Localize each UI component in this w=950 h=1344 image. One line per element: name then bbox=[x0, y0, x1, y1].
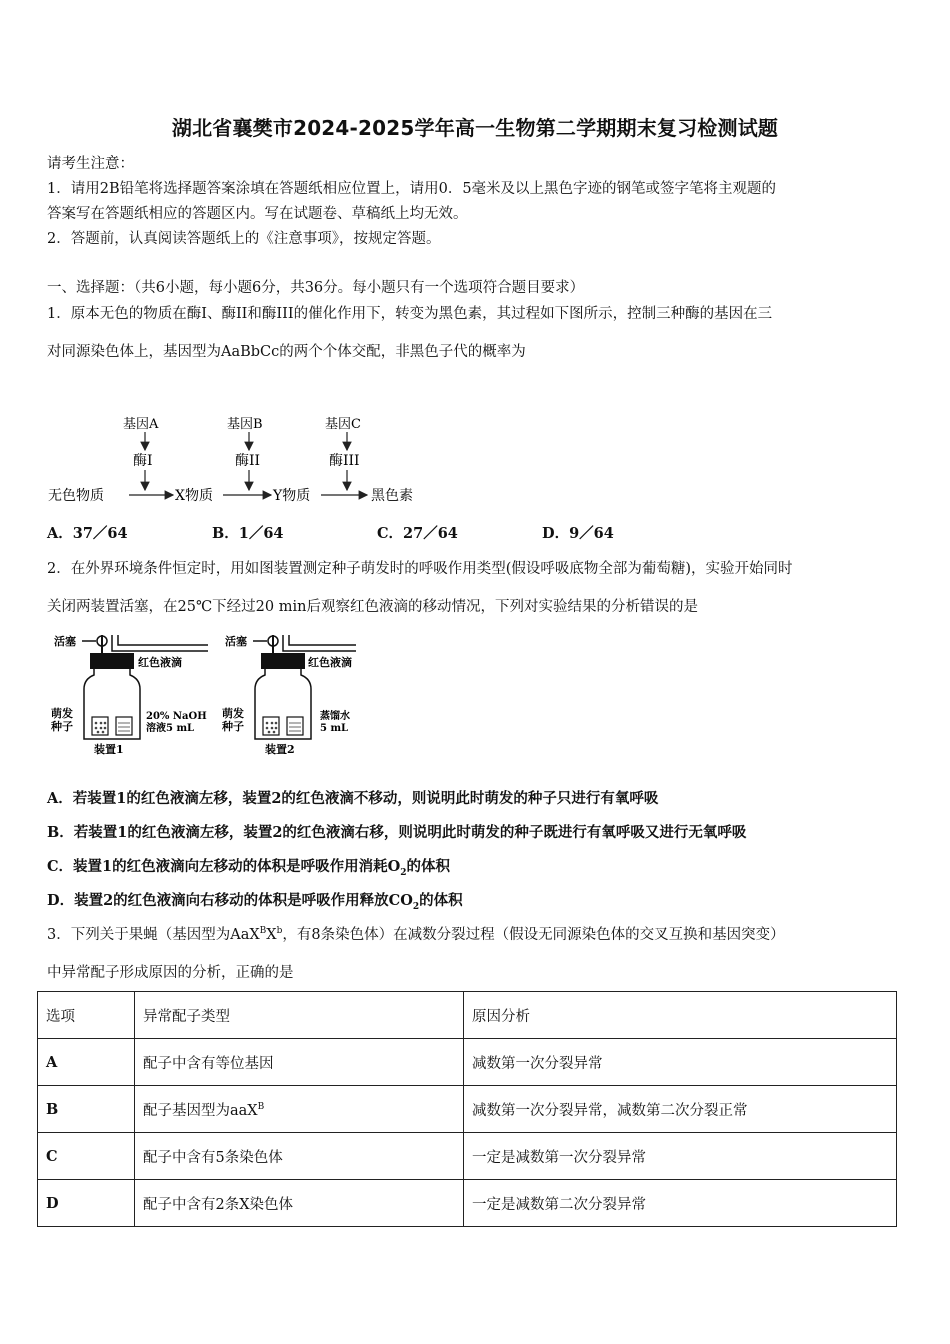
table-row bbox=[38, 1180, 897, 1227]
water-container-icon bbox=[287, 717, 303, 735]
table-cell-reason: 减数第一次分裂异常，减数第二次分裂正常 bbox=[464, 1086, 897, 1133]
notice-line-2: 答案写在答题纸相应的答题区内。写在试题卷、草稿纸上均无效。 bbox=[47, 206, 468, 222]
app1-seed-label-1: 萌发 bbox=[51, 707, 73, 720]
substance-x: X物质 bbox=[175, 488, 213, 504]
apparatus-2-diagram bbox=[222, 627, 392, 757]
q2-option-d[interactable]: D．装置2的红色液滴向右移动的体积是呼吸作用释放$CO_2$的体积 bbox=[47, 892, 463, 912]
stopper-icon bbox=[261, 653, 305, 669]
gene-c-label: 基因C bbox=[325, 417, 361, 432]
table-cell-option[interactable]: D bbox=[38, 1180, 135, 1227]
substance-y: Y物质 bbox=[273, 488, 311, 504]
page-title: 湖北省襄樊市2024-2025学年高一生物第二学期期末复习检测试题 bbox=[171, 116, 779, 140]
table-row bbox=[38, 1039, 897, 1086]
table-cell-type: 配子中含有等位基因 bbox=[135, 1039, 464, 1086]
table-header-row bbox=[38, 992, 897, 1039]
app2-drop-label: 红色液滴 bbox=[308, 656, 352, 669]
table-header-cell: 选项 bbox=[38, 992, 135, 1039]
notice-line-3: 2．答题前，认真阅读答题纸上的《注意事项》，按规定答题。 bbox=[47, 231, 441, 247]
q3-table bbox=[37, 991, 897, 1227]
q2-line-1: 2．在外界环境条件恒定时，用如图装置测定种子萌发时的呼吸作用类型(假设呼吸底物全部为葡萄糖)，实验开始同时 bbox=[47, 561, 793, 577]
q1-option-a[interactable]: A．37／64 bbox=[47, 525, 128, 542]
q1-options bbox=[47, 522, 614, 543]
enzyme-2-label: 酶II bbox=[235, 453, 261, 469]
apparatus-1-diagram bbox=[48, 627, 218, 757]
table-cell-option[interactable]: B bbox=[38, 1086, 135, 1133]
table-row bbox=[38, 1133, 897, 1180]
substance-colorless: 无色物质 bbox=[48, 488, 104, 504]
app1-solution-label-1: 20% NaOH bbox=[146, 711, 207, 722]
q1-line-1: 1．原本无色的物质在酶Ⅰ、酶II和酶III的催化作用下，转变为黑色素，其过程如下图所示，控制三种酶的基因在三 bbox=[47, 306, 773, 322]
table-cell-option[interactable]: C bbox=[38, 1133, 135, 1180]
table-header-cell: 异常配子类型 bbox=[135, 992, 464, 1039]
q1-option-b[interactable]: B．1／64 bbox=[212, 525, 284, 542]
table-cell-option[interactable]: A bbox=[38, 1039, 135, 1086]
q1-option-c[interactable]: C．27／64 bbox=[377, 525, 458, 542]
q2-option-c[interactable]: C．装置1的红色液滴向左移动的体积是呼吸作用消耗$O_2$的体积 bbox=[47, 858, 451, 878]
gene-a-label: 基因A bbox=[123, 417, 159, 432]
q1-line-2: 对同源染色体上，基因型为AaBbCc的两个个体交配，非黑色子代的概率为 bbox=[47, 344, 526, 360]
app2-valve-label: 活塞 bbox=[225, 635, 247, 648]
app1-name: 装置1 bbox=[94, 743, 124, 756]
q2-option-b[interactable]: B．若装置1的红色液滴左移，装置2的红色液滴右移，则说明此时萌发的种子既进行有氧呼吸又进行无氧呼吸 bbox=[47, 824, 747, 841]
table-row bbox=[38, 1086, 897, 1133]
app1-seed-label-2: 种子 bbox=[51, 720, 73, 733]
pathway-diagram bbox=[45, 408, 445, 508]
q3-line-1: 3．下列关于果蝇（基因型为$AaX^BX^b$，有8条染色体）在减数分裂过程（假设无同源染色体的交叉互换和基因突变） bbox=[47, 926, 785, 943]
table-cell-reason: 减数第一次分裂异常 bbox=[464, 1039, 897, 1086]
table-cell-type: 配子中含有2条X染色体 bbox=[135, 1180, 464, 1227]
app2-seed-label-2: 种子 bbox=[222, 720, 244, 733]
enzyme-3-label: 酶III bbox=[329, 453, 360, 469]
gene-b-label: 基因B bbox=[227, 417, 263, 432]
app2-solution-label-1: 蒸馏水 bbox=[320, 711, 350, 722]
enzyme-1-label: 酶Ⅰ bbox=[133, 453, 153, 469]
section-heading: 一、选择题：（共6小题，每小题6分，共36分。每小题只有一个选项符合题目要求） bbox=[47, 280, 585, 296]
app1-drop-label: 红色液滴 bbox=[138, 656, 182, 669]
app2-solution-label-2: 5 mL bbox=[320, 723, 349, 734]
table-cell-reason: 一定是减数第二次分裂异常 bbox=[464, 1180, 897, 1227]
seed-container-icon bbox=[92, 717, 108, 735]
table-cell-type: 配子基因型为aaX$^B$ bbox=[135, 1086, 464, 1133]
substance-melanin: 黑色素 bbox=[371, 488, 413, 504]
notice-line-1: 1．请用2B铅笔将选择题答案涂填在答题纸相应位置上，请用0．5毫米及以上黑色字迹的钢笔或签字笔将主观题的 bbox=[47, 181, 777, 197]
app2-seed-label-1: 萌发 bbox=[222, 707, 244, 720]
table-cell-type: 配子中含有5条染色体 bbox=[135, 1133, 464, 1180]
stopper-icon bbox=[90, 653, 134, 669]
table-cell-reason: 一定是减数第一次分裂异常 bbox=[464, 1133, 897, 1180]
seed-container-icon bbox=[263, 717, 279, 735]
table-header-cell: 原因分析 bbox=[464, 992, 897, 1039]
notice-heading: 请考生注意： bbox=[47, 156, 134, 172]
app1-solution-label-2: 溶液5 mL bbox=[146, 723, 195, 734]
q2-option-a[interactable]: A．若装置1的红色液滴左移，装置2的红色液滴不移动，则说明此时萌发的种子只进行有氧呼吸 bbox=[47, 790, 659, 807]
solution-container-icon bbox=[116, 717, 132, 735]
q2-line-2: 关闭两装置活塞，在25℃下经过20 min后观察红色液滴的移动情况，下列对实验结果的分析错误的是 bbox=[47, 599, 698, 615]
app2-name: 装置2 bbox=[265, 743, 295, 756]
q3-line-2: 中异常配子形成原因的分析，正确的是 bbox=[47, 965, 294, 981]
app1-valve-label: 活塞 bbox=[54, 635, 76, 648]
q1-option-d[interactable]: D．9／64 bbox=[542, 525, 614, 542]
